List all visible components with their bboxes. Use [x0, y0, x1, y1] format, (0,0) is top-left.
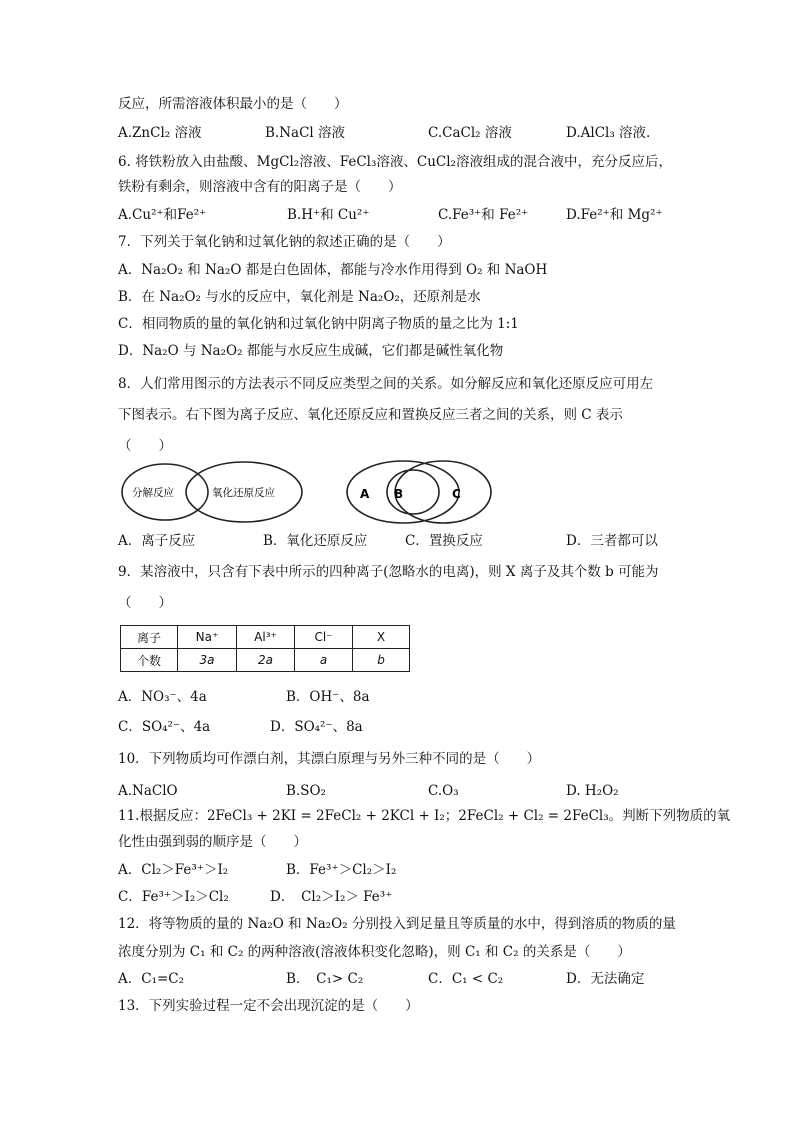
- q11-option-d: D． Cl₂＞I₂＞ Fe³⁺: [270, 889, 393, 905]
- q7-option-a: A．Na₂O₂ 和 Na₂O 都是白色固体，都能与冷水作用得到 O₂ 和 NaOH: [118, 262, 548, 278]
- q6-option-c: C.Fe³⁺和 Fe²⁺: [438, 207, 529, 223]
- q13-stem: 13．下列实验过程一定不会出现沉淀的是（ ）: [118, 998, 419, 1014]
- table-row: [121, 649, 410, 672]
- q10-option-b: B.SO₂: [286, 783, 326, 799]
- q5-option-c: C.CaCl₂ 溶液: [428, 125, 512, 141]
- q12-stem-line2: 浓度分别为 C₁ 和 C₂ 的两种溶液(溶液体积变化忽略)，则 C₁ 和 C₂ 的关系是（ ）: [118, 944, 631, 960]
- venn-right-label-c: C: [452, 487, 461, 501]
- q11-stem-line2: 化性由强到弱的顺序是（ ）: [118, 834, 307, 850]
- q9-option-d: D．SO₄²⁻、8a: [270, 719, 363, 735]
- table-cell: b: [353, 649, 410, 672]
- q6-option-b: B.H⁺和 Cu²⁺: [287, 207, 370, 223]
- venn-left-label-redox: 氧化还原反应: [212, 487, 275, 499]
- q11-option-b: B．Fe³⁺＞Cl₂＞I₂: [286, 862, 397, 878]
- venn-right-label-b: B: [394, 487, 404, 501]
- table-cell: Cl⁻: [295, 626, 353, 649]
- q9-option-b: B．OH⁻、8a: [286, 689, 370, 705]
- venn-right: [347, 461, 491, 523]
- table-cell: 个数: [121, 649, 178, 672]
- q5-option-a: A.ZnCl₂ 溶液: [118, 125, 202, 141]
- q10-option-c: C.O₃: [428, 783, 459, 799]
- q12-option-c: C．C₁ < C₂: [428, 971, 504, 987]
- q7-option-c: C．相同物质的量的氧化钠和过氧化钠中阴离子物质的量之比为 1:1: [118, 316, 519, 332]
- q8-option-c: C．置换反应: [405, 533, 483, 549]
- table-row: [121, 626, 410, 649]
- q7-stem: 7．下列关于氧化钠和过氧化钠的叙述正确的是（ ）: [118, 234, 451, 250]
- q8-option-b: B．氧化还原反应: [263, 533, 368, 549]
- q11-option-c: C．Fe³⁺＞I₂＞Cl₂: [118, 889, 229, 905]
- q9-option-a: A．NO₃⁻、4a: [118, 689, 207, 705]
- q8-stem-line2: 下图表示。右下图为离子反应、氧化还原反应和置换反应三者之间的关系，则 C 表示: [118, 407, 623, 423]
- q12-option-b: B． C₁> C₂: [286, 971, 364, 987]
- venn-right-label-a: A: [360, 487, 370, 501]
- table-cell: 离子: [121, 626, 178, 649]
- q10-option-a: A.NaClO: [118, 783, 178, 799]
- table-cell: 3a: [178, 649, 237, 672]
- table-cell: Na⁺: [178, 626, 237, 649]
- q6-stem-line1: 6. 将铁粉放入由盐酸、MgCl₂溶液、FeCl₃溶液、CuCl₂溶液组成的混合液中，充分反应后，: [118, 154, 672, 170]
- q7-option-b: B．在 Na₂O₂ 与水的反应中，氧化剂是 Na₂O₂，还原剂是水: [118, 289, 481, 305]
- q9-ion-table: [120, 625, 410, 672]
- table-cell: Al³⁺: [237, 626, 295, 649]
- q10-stem: 10．下列物质均可作漂白剂，其漂白原理与另外三种不同的是（ ）: [118, 751, 541, 767]
- q5-option-d: D.AlCl₃ 溶液.: [566, 125, 651, 141]
- q6-option-a: A.Cu²⁺和Fe²⁺: [118, 207, 207, 223]
- q9-option-c: C．SO₄²⁻、4a: [118, 719, 211, 735]
- q11-stem-line1: 11.根据反应：2FeCl₃ + 2KI = 2FeCl₂ + 2KCl + I₂；2FeCl₂ + Cl₂ = 2FeCl₃。判断下列物质的氧: [118, 808, 731, 824]
- q10-option-d: D. H₂O₂: [566, 783, 619, 799]
- table-cell: 2a: [237, 649, 295, 672]
- table-cell: X: [353, 626, 410, 649]
- q8-venn-diagrams: [118, 440, 508, 524]
- q8-option-a: A．离子反应: [118, 533, 196, 549]
- venn-left-label-decomposition: 分解反应: [132, 487, 174, 499]
- venn-left: [122, 462, 302, 522]
- q6-stem-line2: 铁粉有剩余，则溶液中含有的阳离子是（ ）: [118, 179, 402, 195]
- q8-stem-line3: （ ）: [118, 438, 172, 454]
- q11-option-a: A．Cl₂＞Fe³⁺＞I₂: [118, 862, 229, 878]
- q12-option-a: A．C₁=C₂: [118, 971, 185, 987]
- q12-option-d: D．无法确定: [566, 971, 645, 987]
- table-cell: a: [295, 649, 353, 672]
- q12-stem-line1: 12．将等物质的量的 Na₂O 和 Na₂O₂ 分别投入到足量且等质量的水中，得到溶质的物质的量: [118, 916, 676, 932]
- q6-option-d: D.Fe²⁺和 Mg²⁺: [566, 207, 663, 223]
- q8-stem-line1: 8．人们常用图示的方法表示不同反应类型之间的关系。如分解反应和氧化还原反应可用左: [118, 376, 654, 392]
- q9-stem-line2: （ ）: [118, 595, 172, 611]
- q5-stem-tail: 反应，所需溶液体积最小的是（ ）: [118, 96, 348, 112]
- q7-option-d: D．Na₂O 与 Na₂O₂ 都能与水反应生成碱，它们都是碱性氧化物: [118, 343, 504, 359]
- q8-option-d: D．三者都可以: [566, 533, 658, 549]
- q5-option-b: B.NaCl 溶液: [265, 125, 346, 141]
- q9-stem-line1: 9．某溶液中，只含有下表中所示的四种离子(忽略水的电离)，则 X 离子及其个数 b 可能为: [118, 564, 659, 580]
